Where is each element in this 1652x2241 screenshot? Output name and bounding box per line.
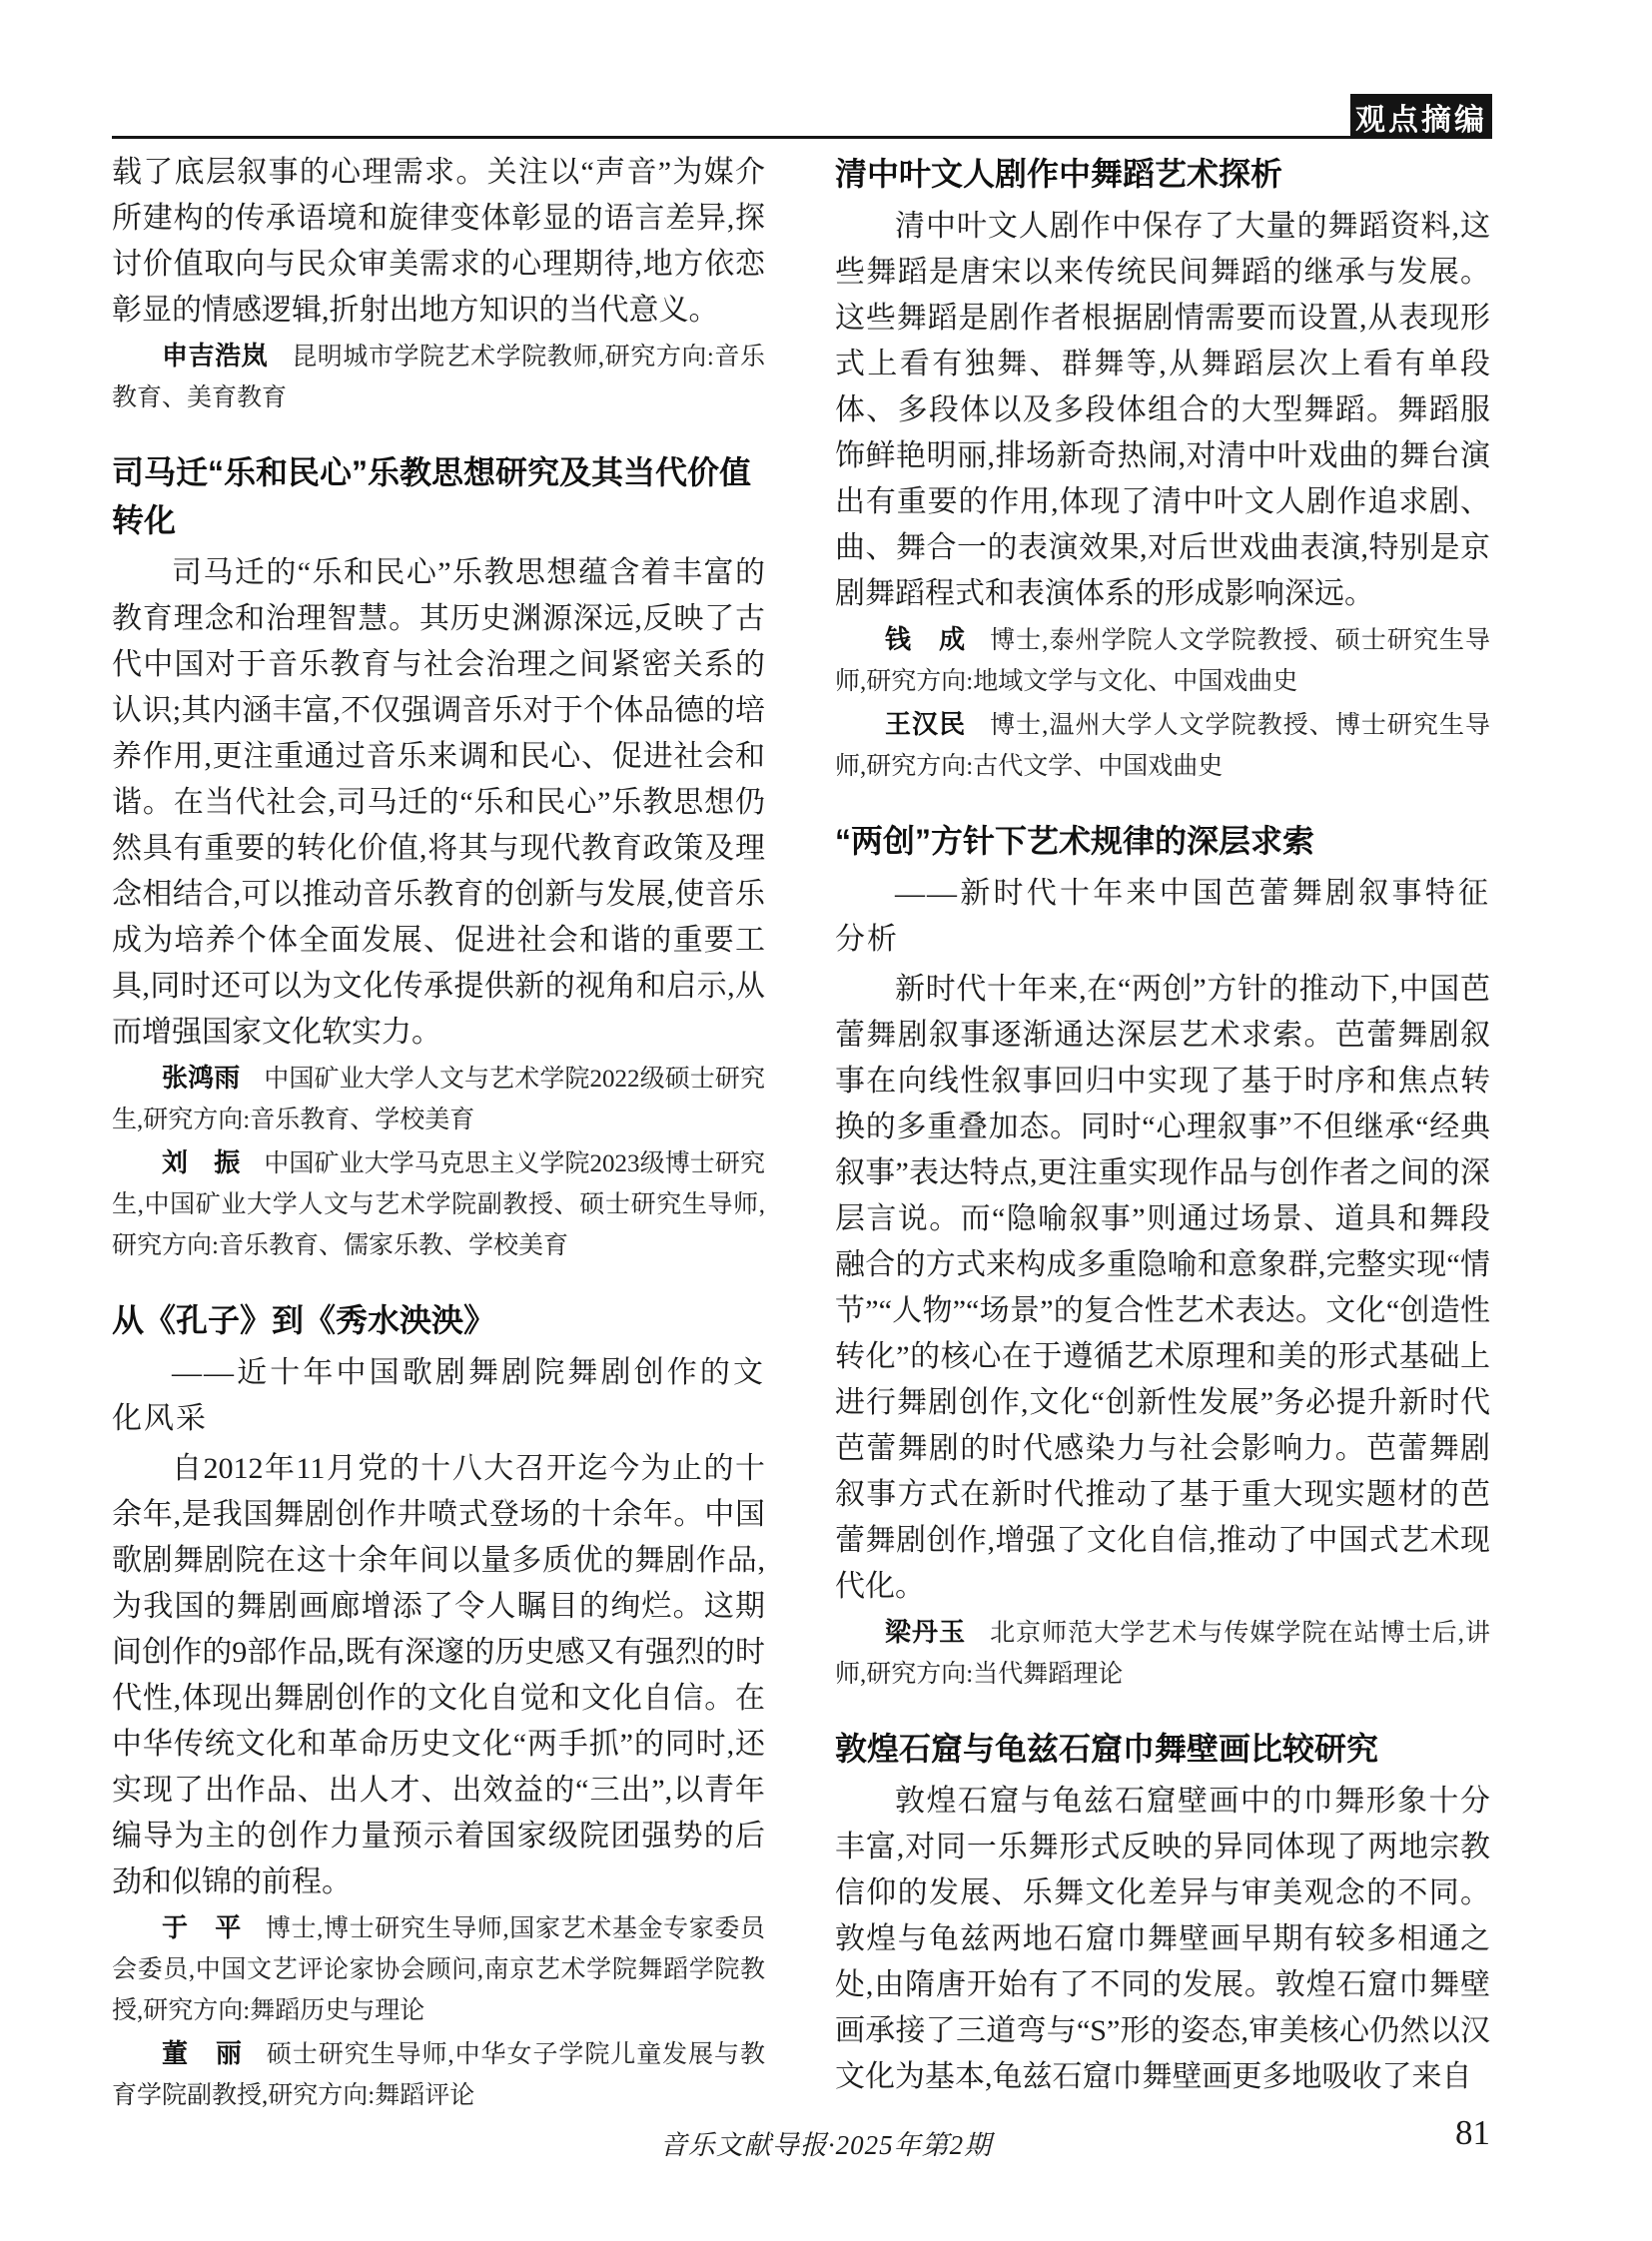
author-name: 董 丽	[162, 2038, 243, 2068]
author-name: 梁丹玉	[885, 1617, 967, 1647]
section-title: 清中叶文人剧作中舞蹈艺术探析	[835, 156, 1283, 192]
article-section	[112, 1296, 765, 2116]
author-info: 硕士研究生导师,中华女子学院儿童发展与教育学院副教授,研究方向:舞蹈评论	[112, 2041, 765, 2109]
section-paragraph: 新时代十年来,在“两创”方针的推动下,中国芭蕾舞剧叙事逐渐通达深层艺术求索。芭蕾舞剧叙事在向线性叙事回归中实现了基于时序和焦点转换的多重叠加态。同时“心理叙事”不但继承“经典叙事”表达特点,更注重实现作品与创作者之间的深层言说。而“隐喻叙事”则通过场景、道具和舞段融合的方式来构成多重隐喻和意象群,完整实现“情节”“人物”“场景”的复合性艺术表达。文化“创造性转化”的核心在于遵循艺术原理和美的形式基础上进行舞剧创作,文化“创新性发展”务必提升新时代芭蕾舞剧的时代感染力与社会影响力。芭蕾舞剧叙事方式在新时代推动了基于重大现实题材的芭蕾舞剧创作,增强了文化自信,推动了中国式艺术现代化。	[835, 973, 1490, 1603]
author-name: 刘 振	[162, 1147, 241, 1177]
author-name: 申吉浩岚	[162, 341, 269, 371]
author-info: 博士,泰州学院人文学院教授、硕士研究生导师,研究方向:地域文学与文化、中国戏曲史	[835, 627, 1490, 695]
author-entry	[835, 1612, 1490, 1695]
article-section	[112, 448, 765, 1266]
author-entry	[835, 619, 1490, 702]
author-name: 王汉民	[885, 709, 967, 739]
author-name: 张鸿雨	[162, 1063, 241, 1093]
section-subtitle: ——新时代十年来中国芭蕾舞剧叙事特征分析	[835, 877, 1490, 956]
section-title: 司马迁“乐和民心”乐教思想研究及其当代价值转化	[112, 454, 752, 538]
section-title: 从《孔子》到《秀水泱泱》	[112, 1302, 496, 1338]
author-entry	[112, 336, 765, 418]
section-title: 敦煌石窟与龟兹石窟巾舞壁画比较研究	[835, 1731, 1379, 1767]
author-info: 昆明城市学院艺术学院教师,研究方向:音乐教育、美育教育	[112, 344, 765, 411]
author-entry	[112, 1058, 765, 1140]
author-name: 于 平	[162, 1912, 242, 1942]
article-section	[835, 817, 1490, 1695]
right-column	[835, 150, 1490, 2100]
article-section	[835, 150, 1490, 787]
section-paragraph: 清中叶文人剧作中保存了大量的舞蹈资料,这些舞蹈是唐宋以来传统民间舞蹈的继承与发展。这些舞蹈是剧作者根据剧情需要而设置,从表现形式上看有独舞、群舞等,从舞蹈层次上看有单段体、多段体以及多段体组合的大型舞蹈。舞蹈服饰鲜艳明丽,排场新奇热闹,对清中叶戏曲的舞台演出有重要的作用,体现了清中叶文人剧作追求剧、曲、舞合一的表演效果,对后世戏曲表演,特别是京剧舞蹈程式和表演体系的形成影响深远。	[835, 210, 1490, 610]
author-info: 博士,博士研究生导师,国家艺术基金专家委员会委员,中国文艺评论家协会顾问,南京艺术学院舞蹈学院教授,研究方向:舞蹈历史与理论	[112, 1915, 765, 2024]
author-info: 中国矿业大学马克思主义学院2023级博士研究生,中国矿业大学人文与艺术学院副教授、硕士研究生导师,研究方向:音乐教育、儒家乐教、学校美育	[112, 1150, 765, 1259]
topic-badge: 观点摘编	[1350, 94, 1492, 139]
continuation-paragraph: 载了底层叙事的心理需求。关注以“声音”为媒介所建构的传承语境和旋律变体彰显的语言差异,探讨价值取向与民众审美需求的心理期待,地方依恋彰显的情感逻辑,折射出地方知识的当代意义。	[112, 156, 765, 327]
article-section	[835, 1725, 1490, 2100]
left-column	[112, 150, 765, 2116]
author-info: 博士,温州大学人文学院教授、博士研究生导师,研究方向:古代文学、中国戏曲史	[835, 712, 1490, 780]
author-entry	[112, 1907, 765, 2031]
author-entry	[112, 2033, 765, 2116]
header-rule	[112, 136, 1490, 139]
section-title: “两创”方针下艺术规律的深层求索	[835, 823, 1315, 859]
section-subtitle: ——近十年中国歌剧舞剧院舞剧创作的文化风采	[112, 1356, 765, 1435]
author-name: 钱 成	[885, 624, 967, 654]
author-entry	[112, 1142, 765, 1266]
page-number: 81	[1455, 2113, 1490, 2152]
journal-footer-title: 音乐文献导报·2025年第2期	[659, 2130, 993, 2160]
section-paragraph: 自2012年11月党的十八大召开迄今为止的十余年,是我国舞剧创作井喷式登场的十余年。中国歌剧舞剧院在这十余年间以量多质优的舞剧作品,为我国的舞剧画廊增添了令人瞩目的绚烂。这期间创作的9部作品,既有深邃的历史感又有强烈的时代性,体现出舞剧创作的文化自觉和文化自信。在中华传统文化和革命历史文化“两手抓”的同时,还实现了出作品、出人才、出效益的“三出”,以青年编导为主的创作力量预示着国家级院团强势的后劲和似锦的前程。	[112, 1452, 765, 1898]
author-entry	[835, 704, 1490, 787]
author-info: 中国矿业大学人文与艺术学院2022级硕士研究生,研究方向:音乐教育、学校美育	[112, 1066, 765, 1133]
section-paragraph: 敦煌石窟与龟兹石窟壁画中的巾舞形象十分丰富,对同一乐舞形式反映的异同体现了两地宗教信仰的发展、乐舞文化差异与审美观念的不同。敦煌与龟兹两地石窟巾舞壁画早期有较多相通之处,由隋唐开始有了不同的发展。敦煌石窟巾舞壁画承接了三道弯与“S”形的姿态,审美核心仍然以汉文化为基本,龟兹石窟巾舞壁画更多地吸收了来自	[835, 1785, 1490, 2093]
section-paragraph: 司马迁的“乐和民心”乐教思想蕴含着丰富的教育理念和治理智慧。其历史渊源深远,反映了古代中国对于音乐教育与社会治理之间紧密关系的认识;其内涵丰富,不仅强调音乐对于个体品德的培养作用,更注重通过音乐来调和民心、促进社会和谐。在当代社会,司马迁的“乐和民心”乐教思想仍然具有重要的转化价值,将其与现代教育政策及理念相结合,可以推动音乐教育的创新与发展,使音乐成为培养个体全面发展、促进社会和谐的重要工具,同时还可以为文化传承提供新的视角和启示,从而增强国家文化软实力。	[112, 556, 765, 1049]
author-info: 北京师范大学艺术与传媒学院在站博士后,讲师,研究方向:当代舞蹈理论	[835, 1620, 1490, 1688]
